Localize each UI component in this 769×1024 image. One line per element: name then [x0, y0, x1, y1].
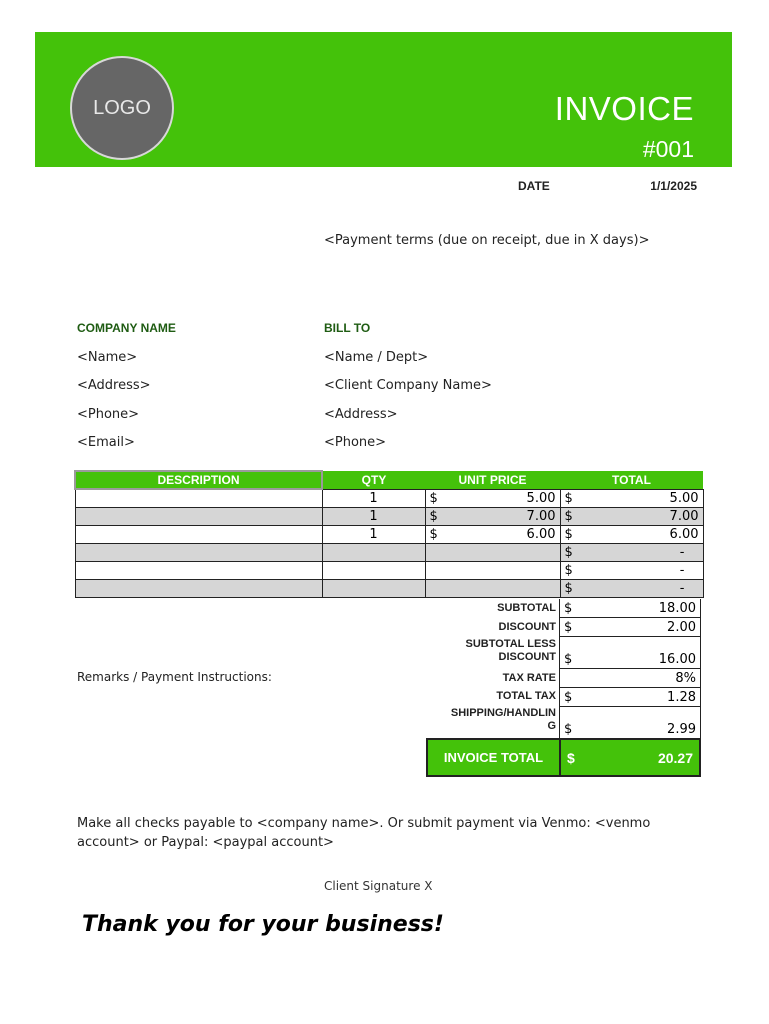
discount-value-box[interactable]	[559, 618, 701, 637]
total-cell	[560, 543, 703, 561]
currency-symbol: $	[567, 749, 575, 766]
shipping-label-line1: SHIPPING/HANDLIN	[450, 707, 556, 719]
shipping-value: 2.99	[667, 722, 696, 737]
currency-symbol: $	[564, 562, 573, 578]
unit-price-cell[interactable]	[425, 561, 560, 579]
invoice-total-value: 20.27	[657, 749, 693, 766]
currency-symbol: $	[564, 620, 573, 635]
bill-to-name-line: <Name / Dept>	[324, 350, 429, 365]
qty-cell[interactable]: 1	[322, 507, 425, 525]
subtotal-less-discount-label	[426, 638, 556, 664]
total-cell	[560, 525, 703, 543]
company-phone-line: <Phone>	[77, 407, 140, 422]
currency-symbol: $	[564, 526, 573, 542]
description-cell[interactable]	[75, 561, 322, 579]
company-address-line: <Address>	[77, 378, 151, 393]
total-cell	[560, 561, 703, 579]
qty-cell[interactable]	[322, 543, 425, 561]
total-tax-label: TOTAL TAX	[496, 690, 556, 702]
description-cell[interactable]	[75, 579, 322, 597]
column-header-total: TOTAL	[560, 471, 703, 489]
checks-payable-note: Make all checks payable to <company name>. Or submit payment via Venmo: <venmo account> or Paypal: <paypal account>	[77, 816, 651, 850]
total-tax-value-box	[559, 688, 701, 707]
invoice-title: INVOICE	[554, 90, 694, 127]
table-row	[75, 579, 703, 597]
column-header-unit-price: UNIT PRICE	[425, 471, 560, 489]
company-email-line: <Email>	[77, 435, 135, 450]
subtotal-less-value-box	[559, 637, 701, 669]
unit-price-cell[interactable]	[425, 543, 560, 561]
description-cell[interactable]	[75, 489, 322, 507]
currency-symbol: $	[564, 490, 573, 506]
total-cell	[560, 507, 703, 525]
total-value: -	[679, 562, 685, 578]
currency-symbol: $	[564, 544, 573, 560]
total-tax-value: 1.28	[667, 690, 696, 705]
line-items-table	[74, 470, 704, 598]
unit-price-cell[interactable]	[425, 507, 560, 525]
shipping-label	[426, 707, 556, 733]
date-label: DATE	[518, 179, 550, 193]
tax-rate-label: TAX RATE	[502, 672, 556, 684]
total-cell	[560, 489, 703, 507]
invoice-number: #001	[642, 136, 694, 162]
discount-value: 2.00	[667, 620, 696, 635]
unit-price-value: 5.00	[526, 490, 556, 506]
company-heading: COMPANY NAME	[77, 321, 176, 335]
company-name-line: <Name>	[77, 350, 138, 365]
currency-symbol: $	[429, 508, 438, 524]
total-value: -	[679, 580, 685, 596]
qty-cell[interactable]: 1	[322, 525, 425, 543]
unit-price-cell[interactable]	[425, 525, 560, 543]
table-row	[75, 561, 703, 579]
bill-to-heading: BILL TO	[324, 321, 371, 335]
currency-symbol: $	[564, 690, 573, 705]
unit-price-value: 6.00	[526, 526, 556, 542]
tax-rate-value: 8%	[675, 671, 696, 686]
client-signature-label: Client Signature X	[324, 879, 433, 893]
invoice-total-label: INVOICE TOTAL	[443, 750, 544, 765]
tax-rate-value-box[interactable]	[559, 669, 701, 688]
currency-symbol: $	[429, 526, 438, 542]
unit-price-value: 7.00	[526, 508, 556, 524]
payment-terms: <Payment terms (due on receipt, due in X days)>	[324, 233, 650, 248]
subtotal-label: SUBTOTAL	[497, 602, 556, 614]
total-cell	[560, 579, 703, 597]
total-value: 6.00	[669, 526, 699, 542]
qty-cell[interactable]	[322, 561, 425, 579]
currency-symbol: $	[564, 580, 573, 596]
description-cell[interactable]	[75, 543, 322, 561]
table-row	[75, 543, 703, 561]
bill-to-company-line: <Client Company Name>	[324, 378, 492, 393]
bill-to-address-line: <Address>	[324, 407, 398, 422]
table-row	[75, 507, 703, 525]
shipping-value-box[interactable]	[559, 707, 701, 739]
subtotal-value-box	[559, 599, 701, 618]
unit-price-cell[interactable]	[425, 489, 560, 507]
currency-symbol: $	[429, 490, 438, 506]
invoice-total-value-cell	[559, 740, 699, 775]
currency-symbol: $	[564, 601, 573, 616]
table-row	[75, 525, 703, 543]
subtotal-less-value: 16.00	[658, 652, 696, 667]
invoice-header	[35, 32, 732, 167]
invoice-total-box	[426, 738, 701, 777]
logo-placeholder	[70, 56, 174, 160]
total-value: 7.00	[669, 508, 699, 524]
bill-to-phone-line: <Phone>	[324, 435, 387, 450]
logo-text: LOGO	[93, 96, 151, 119]
description-cell[interactable]	[75, 507, 322, 525]
total-value: 5.00	[669, 490, 699, 506]
qty-cell[interactable]	[322, 579, 425, 597]
total-value: -	[679, 544, 685, 560]
currency-symbol: $	[564, 508, 573, 524]
discount-label: DISCOUNT	[498, 621, 556, 633]
column-header-qty: QTY	[322, 471, 425, 489]
remarks-label: Remarks / Payment Instructions:	[77, 670, 272, 684]
column-header-description: DESCRIPTION	[75, 471, 322, 489]
table-header-row	[75, 471, 703, 489]
subtotal-less-label-line2: DISCOUNT	[498, 651, 556, 663]
subtotal-less-label-line1: SUBTOTAL LESS	[465, 638, 556, 650]
subtotal-value: 18.00	[658, 601, 696, 616]
shipping-label-line2: G	[547, 720, 556, 732]
unit-price-cell[interactable]	[425, 579, 560, 597]
currency-symbol: $	[564, 652, 573, 667]
description-cell[interactable]	[75, 525, 322, 543]
thank-you-message: Thank you for your business!	[82, 912, 444, 937]
currency-symbol: $	[564, 722, 573, 737]
table-row	[75, 489, 703, 507]
date-value: 1/1/2025	[650, 179, 697, 193]
qty-cell[interactable]: 1	[322, 489, 425, 507]
